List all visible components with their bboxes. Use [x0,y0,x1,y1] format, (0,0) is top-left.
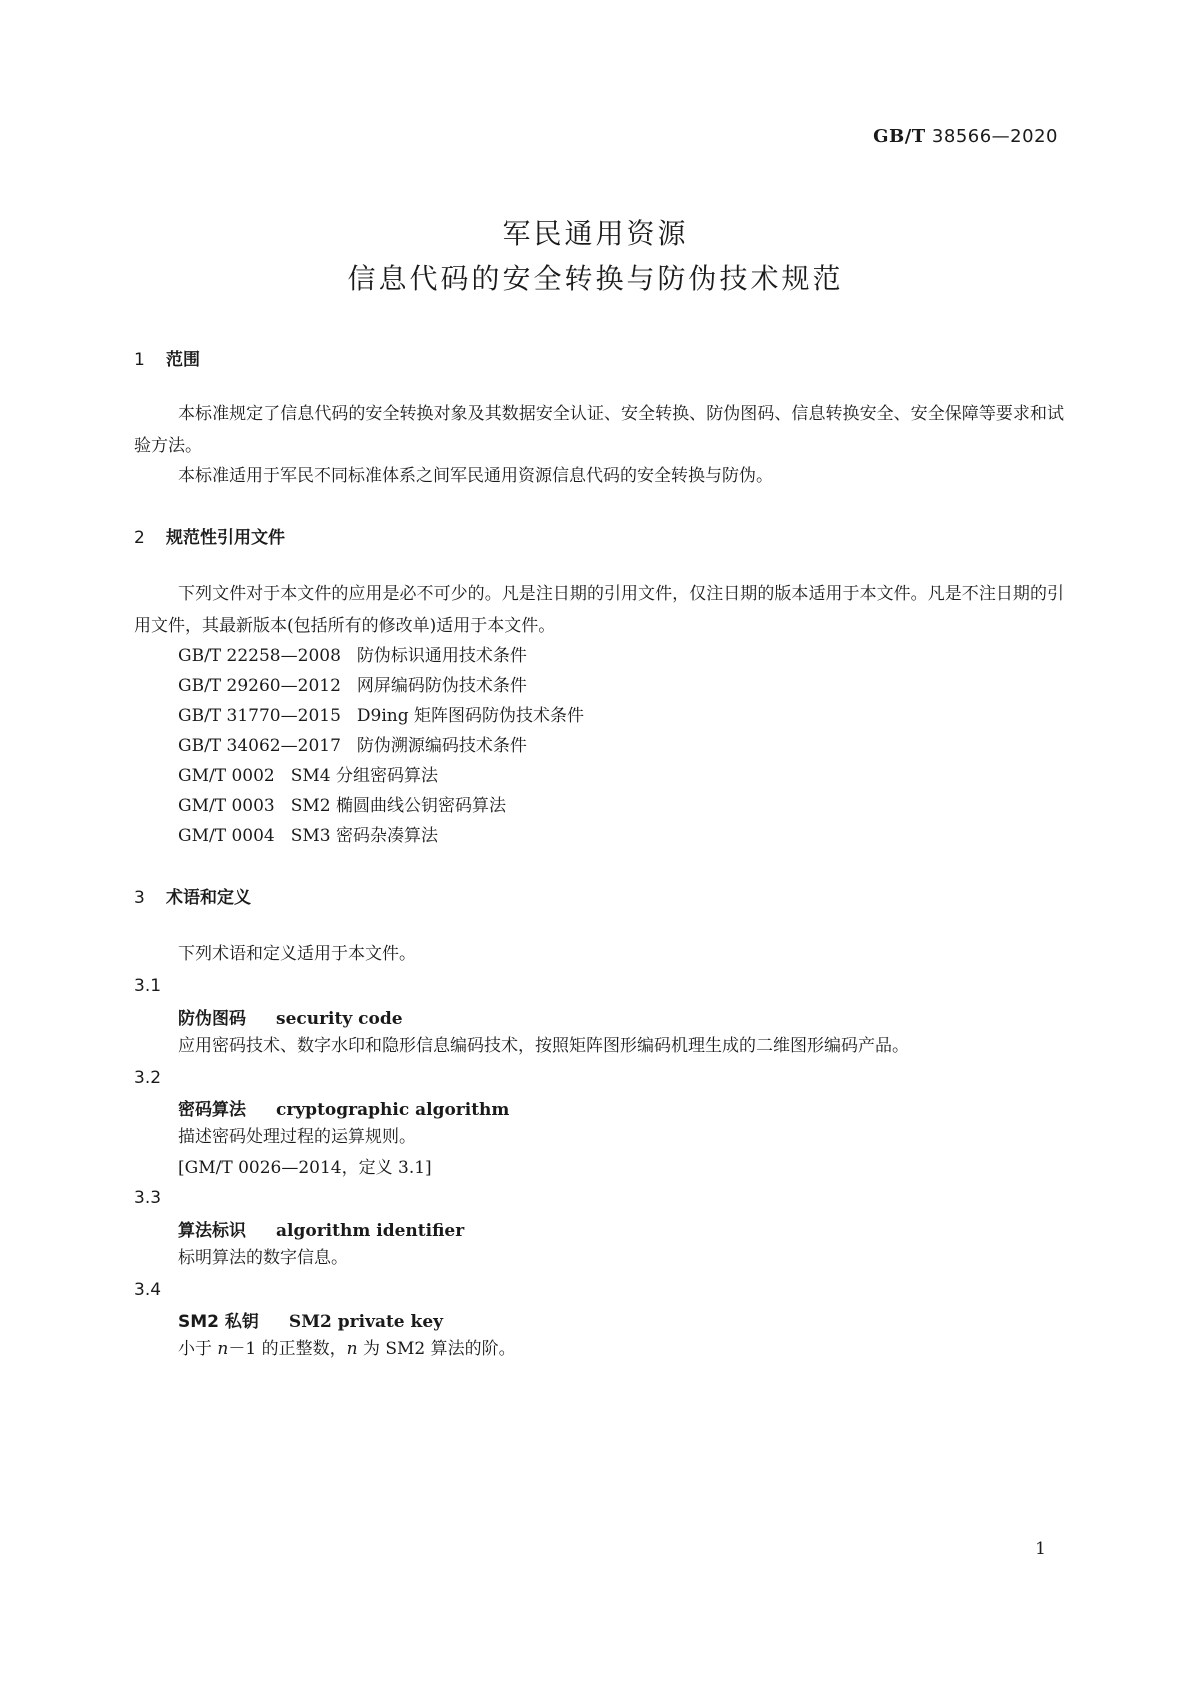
reference-title: 防伪标识通用技术条件 [356,646,527,666]
reference-item [178,760,438,792]
definition-text: －1 的正整数， [228,1339,347,1359]
term-chinese: 防伪图码 [178,1009,246,1029]
term-entry [178,1307,443,1332]
reference-title: 网屏编码防伪技术条件 [356,676,527,696]
references-intro: 下列文件对于本文件的应用是必不可少的。凡是注日期的引用文件，仅注日期的版本适用于本文件。凡是不注日期的引用文件，其最新版本(包括所有的修改单)适用于本文件。 [134,584,1064,636]
reference-item [178,700,584,732]
standard-number [873,126,1058,147]
reference-code: GB/T 34062—2017 [178,736,341,756]
reference-code: GM/T 0003 [178,796,275,816]
term-entry [178,1004,403,1029]
reference-title: D9ing 矩阵图码防伪技术条件 [356,706,585,726]
reference-item [178,640,527,672]
term-chinese: 密码算法 [178,1100,246,1120]
reference-title: SM2 椭圆曲线公钥密码算法 [290,796,507,816]
section-number: 1 [134,350,145,370]
term-source: [GM/T 0026—2014，定义 3.1] [178,1158,432,1178]
clause-number: 3.2 [134,1068,162,1088]
document-title-line-2: 信息代码的安全转换与防伪技术规范 [347,262,844,295]
term-definition: 描述密码处理过程的运算规则。 [178,1127,416,1147]
reference-item [178,670,527,702]
section-title: 术语和定义 [166,888,251,908]
term-entry [178,1095,509,1120]
term-chinese: 算法标识 [178,1221,246,1241]
term-definition: 标明算法的数字信息。 [178,1248,348,1268]
reference-title: SM3 密码杂凑算法 [290,826,439,846]
terms-intro: 下列术语和定义适用于本文件。 [178,944,416,964]
term-entry [178,1216,464,1241]
term-chinese: SM2 私钥 [178,1312,259,1332]
section-heading-scope [134,345,200,370]
standard-code: 38566—2020 [931,126,1058,147]
term-definition [178,1333,516,1365]
section-heading-terms-and-definitions [134,883,251,908]
reference-code: GM/T 0004 [178,826,275,846]
scope-paragraph-1: 本标准规定了信息代码的安全转换对象及其数据安全认证、安全转换、防伪图码、信息转换安全、安全保障等要求和试验方法。 [134,404,1064,456]
term-definition: 应用密码技术、数字水印和隐形信息编码技术，按照矩阵图形编码机理生成的二维图形编码产品。 [178,1036,909,1056]
standard-prefix: GB/T [873,126,926,147]
section-number: 3 [134,888,145,908]
section-number: 2 [134,528,145,548]
section-title: 规范性引用文件 [166,528,285,548]
term-english: SM2 private key [288,1312,444,1332]
math-variable-n: n [217,1339,229,1359]
document-title-line-1: 军民通用资源 [502,217,689,250]
term-english: security code [276,1009,403,1029]
term-english: cryptographic algorithm [276,1100,510,1120]
definition-text: 小于 [178,1339,218,1359]
section-title: 范围 [166,350,200,370]
math-variable-n: n [346,1339,358,1359]
clause-number: 3.3 [134,1188,162,1208]
reference-item [178,820,438,852]
reference-item [178,790,506,822]
clause-number: 3.4 [134,1280,162,1300]
reference-title: 防伪溯源编码技术条件 [356,736,527,756]
reference-code: GB/T 29260—2012 [178,676,341,696]
section-heading-normative-references [134,523,285,548]
term-english: algorithm identifier [276,1221,465,1241]
reference-title: SM4 分组密码算法 [290,766,439,786]
reference-code: GM/T 0002 [178,766,275,786]
clause-number: 3.1 [134,976,162,996]
reference-code: GB/T 31770—2015 [178,706,341,726]
reference-item [178,730,527,762]
page-number: 1 [1035,1539,1046,1559]
scope-paragraph-2: 本标准适用于军民不同标准体系之间军民通用资源信息代码的安全转换与防伪。 [178,466,773,486]
definition-text: 为 SM2 算法的阶。 [357,1339,516,1359]
reference-code: GB/T 22258—2008 [178,646,341,666]
